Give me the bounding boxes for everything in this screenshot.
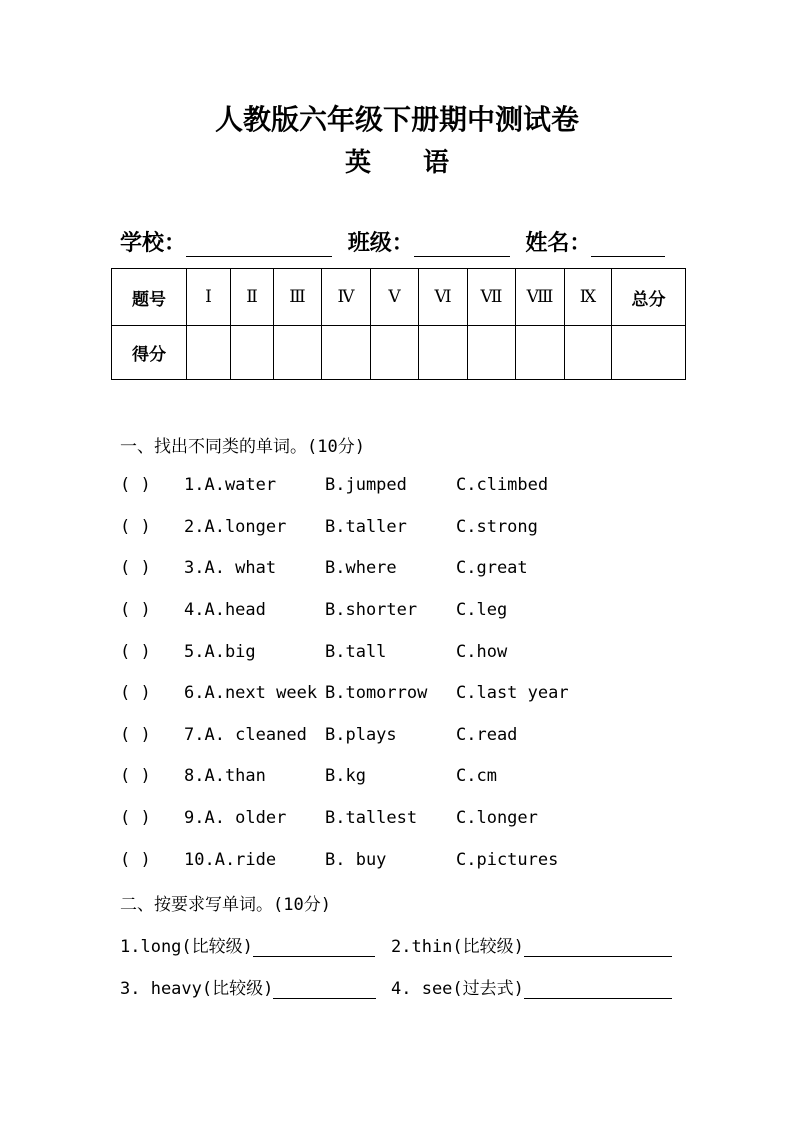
option-c: C.pictures [456,850,559,870]
answer-paren[interactable]: ( ) [120,517,151,537]
score-cell-total[interactable] [612,326,686,380]
option-c: C.great [456,558,528,578]
col-8: Ⅷ [516,269,565,326]
option-a: 5.A.big [184,642,256,662]
option-a: 4.A.head [184,600,266,620]
option-c: C.how [456,642,508,662]
option-b: B.kg [325,766,366,786]
answer-paren[interactable]: ( ) [120,475,151,495]
school-label: 学校： [120,230,187,256]
option-b: B.plays [325,725,397,745]
answer-blank[interactable] [524,980,672,999]
option-c: C.strong [456,517,538,537]
section1-heading: 一、找出不同类的单词。(10分) [120,437,365,457]
answer-paren[interactable]: ( ) [120,642,151,662]
class-label: 班级： [347,230,414,256]
option-c: C.leg [456,600,508,620]
option-b: B.tomorrow [325,683,428,703]
score-cell[interactable] [231,326,274,380]
subject-char-1: 英 [344,148,371,178]
option-b: B. buy [325,850,387,870]
word-form-item [391,932,672,957]
option-a: 2.A.longer [184,517,287,537]
word-form-item [391,974,672,999]
page-title: 人教版六年级下册期中测试卷 [214,103,579,136]
answer-blank[interactable] [524,938,672,957]
col-total: 总分 [612,269,686,326]
col-6: Ⅵ [419,269,468,326]
row-header-question: 题号 [112,269,187,326]
option-c: C.cm [456,766,497,786]
score-cell[interactable] [516,326,565,380]
name-label: 姓名： [525,230,592,256]
answer-blank[interactable] [273,980,376,999]
score-cell[interactable] [419,326,468,380]
option-b: B.shorter [325,600,418,620]
option-a: 7.A. cleaned [184,725,307,745]
answer-paren[interactable]: ( ) [120,725,151,745]
word-form-prompt: 1.long(比较级) [120,937,253,957]
option-a: 6.A.next week [184,683,318,703]
col-4: Ⅳ [322,269,371,326]
score-cell[interactable] [322,326,371,380]
score-cell[interactable] [187,326,231,380]
option-b: B.where [325,558,397,578]
word-form-prompt: 2.thin(比较级) [391,937,524,957]
col-3: Ⅲ [274,269,322,326]
score-cell[interactable] [565,326,612,380]
option-c: C.longer [456,808,538,828]
answer-paren[interactable]: ( ) [120,558,151,578]
col-5: Ⅴ [371,269,419,326]
col-2: Ⅱ [231,269,274,326]
option-c: C.climbed [456,475,549,495]
option-c: C.read [456,725,518,745]
option-b: B.taller [325,517,407,537]
col-9: Ⅸ [565,269,612,326]
score-cell[interactable] [371,326,419,380]
col-1: Ⅰ [187,269,231,326]
word-form-prompt: 3. heavy(比较级) [120,979,274,999]
subject-char-2: 语 [423,148,450,178]
name-blank[interactable] [591,234,665,257]
answer-paren[interactable]: ( ) [120,600,151,620]
section2-heading: 二、按要求写单词。(10分) [120,895,331,915]
answer-paren[interactable]: ( ) [120,683,151,703]
option-a: 10.A.ride [184,850,277,870]
score-table-score-row [112,326,686,380]
score-table [111,268,686,380]
answer-paren[interactable]: ( ) [120,766,151,786]
class-blank[interactable] [414,234,510,257]
score-cell[interactable] [274,326,322,380]
school-blank[interactable] [186,234,332,257]
option-a: 1.A.water [184,475,277,495]
option-c: C.last year [456,683,569,703]
answer-paren[interactable]: ( ) [120,850,151,870]
option-a: 3.A. what [184,558,277,578]
student-info [120,226,665,257]
answer-paren[interactable]: ( ) [120,808,151,828]
option-b: B.jumped [325,475,407,495]
subject-title [0,142,794,179]
answer-blank[interactable] [253,938,375,957]
option-b: B.tall [325,642,387,662]
col-7: Ⅶ [468,269,516,326]
score-cell[interactable] [468,326,516,380]
word-form-prompt: 4. see(过去式) [391,979,524,999]
word-form-item [120,974,376,999]
option-a: 8.A.than [184,766,266,786]
option-b: B.tallest [325,808,418,828]
row-header-score: 得分 [112,326,187,380]
option-a: 9.A. older [184,808,287,828]
score-table-header-row [112,269,686,326]
word-form-item [120,932,375,957]
